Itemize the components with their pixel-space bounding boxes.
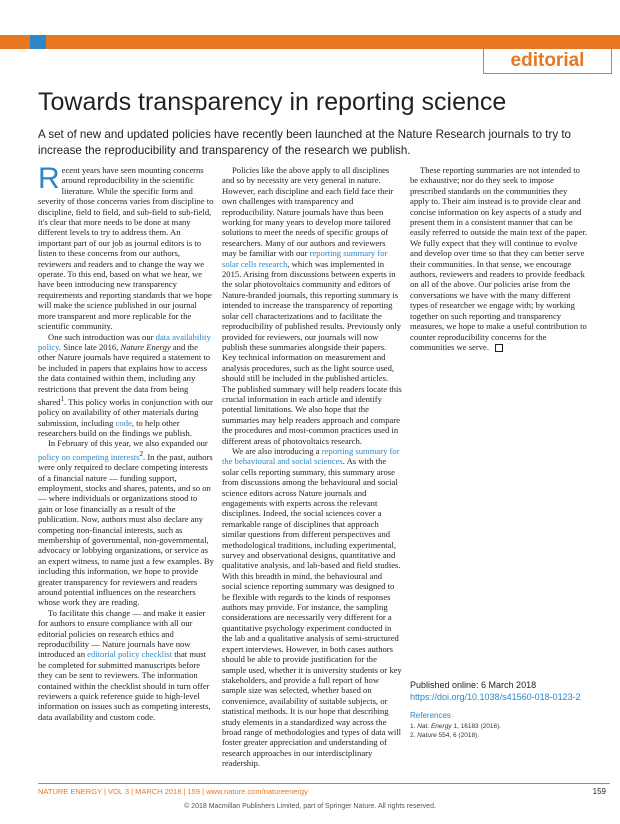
- text-run: . This policy works in conjunction with our policy on availability of other materials during submission, including: [38, 396, 213, 428]
- reference-marker[interactable]: 1: [60, 394, 65, 403]
- reference-number: 2.: [410, 732, 416, 739]
- reference-journal: Nature: [417, 732, 437, 739]
- text-column-2: [222, 165, 402, 769]
- paragraph-1-text: ecent years have seen mounting concerns around reproducibility in the scientific literature. While the specific form and severity of those concerns varies from discipline to discipline, field to field, and sub-field to sub-field, it's clear that more needs to be done at many different levels to try to address them. An important part of our job as journal editors is to listen to these concerns from our authors, reviewers and readers and to change the way we operate. To this end, based on what we hear, we have been introducing new transparency requirements and reporting standards that we hope will make the science published in our journal more transparent and more replicable for the scientific community.: [38, 165, 214, 332]
- text-column-3: [410, 165, 588, 670]
- text-column-1: [38, 162, 214, 740]
- header-accent-bar: [0, 35, 620, 49]
- text-run: and the other Nature journals have required a statement to be included in papers that explains how to access the data contained within them, including any restrictions that prevent the data from being shared: [38, 341, 211, 407]
- article-title: Towards transparency in reporting science: [38, 88, 507, 116]
- code-policy-link[interactable]: code: [115, 417, 132, 428]
- text-run: In February of this year, we also expanded our: [48, 438, 208, 449]
- publication-info: [410, 679, 600, 703]
- paragraph-2: [38, 332, 214, 439]
- end-of-article-icon: [495, 344, 503, 352]
- journal-name: Nature Energy: [120, 341, 171, 352]
- references-heading: References: [410, 711, 451, 720]
- doi-link[interactable]: https://doi.org/10.1038/s41560-018-0123-2: [410, 692, 581, 702]
- paragraph-3: [38, 438, 214, 607]
- copyright-notice: © 2018 Macmillan Publishers Limited, part of Springer Nature. All rights reserved.: [184, 803, 436, 810]
- text-run: These reporting summaries are not intended to be exhaustive; nor do they seek to impose prescribed standards on the communities they apply to. Their aim instead is to provide clear and concise information on key aspects of a study and present them in a consistent manner that can be easily referred to outside the main text of the paper. We fully expect that they will continue to evolve and develop over time so that they can better serve their communities. In that sense, we encourage authors, reviewers and readers to provide feedback on all of the above. Our policies arise from the conversations we have with the many different types of researcher we engage with; by working together on such reporting and transparency measures, we hope to make a useful contribution to counter reproducibility concerns for the communities we serve.: [410, 165, 588, 352]
- paragraph-4: [38, 608, 214, 722]
- paragraph-7: [410, 165, 588, 352]
- paragraph-6: [222, 446, 402, 769]
- paragraph-1: [38, 162, 214, 332]
- text-run: , to help other researchers build on the findings we publish.: [38, 417, 192, 439]
- reference-journal: Nat. Energy: [417, 723, 452, 730]
- solar-cells-reporting-summary-link[interactable]: reporting summary for solar cells research: [222, 248, 388, 269]
- reference-marker[interactable]: 2: [139, 449, 144, 458]
- reference-number: 1.: [410, 723, 416, 730]
- header-accent-block: [30, 35, 46, 49]
- standfirst: A set of new and updated policies have recently been launched at the Nature Research journals to try to increase the reproducibility and transparency of the research we publish.: [38, 128, 572, 157]
- published-date: Published online: 6 March 2018: [410, 680, 537, 690]
- competing-interests-policy-link[interactable]: policy on competing interests: [38, 451, 140, 462]
- text-run: . Since late 2016,: [58, 341, 121, 352]
- text-run: . In the past, authors were only required to declare competing interests of a financial nature — funding support, employment, stocks and shares, patents, and so on — where individuals or organizations stood to gain or lose financially as a result of the publication. Now, authors must also declare any competing non-financial interests, such as membership of governmental, non-governmental, advocacy or lobbying organizations, or service as an expert witness, to name just a few examples. By including this information, we hope to provide greater transparency for reviewers and readers around potential influences on the researchers whose work they are reading.: [38, 451, 214, 608]
- reference-details: 554, 6 (2018).: [436, 732, 480, 739]
- text-run: . As with the solar cells reporting summary, this summary arose from discussions among the behavioural and social science editors across Nature journals and engagements with experts across the relevant disciplines. Indeed, the social sciences cover a remarkable range of disciplines that approach similar questions from different perspectives and methodological traditions, including experimental, survey and observational designs, quantitative and qualitative analysis, and lab-based and field studies. With this breadth in mind, the behavioural and social science reporting summary was designed to be flexible with regards to the kinds of responses authors may provide. For instance, the sampling considerations are necessarily very different for a quantitative psychology experiment conducted in the lab and a qualitative analysis of semi-structured expert interviews. However, in both cases authors should be able to provide justification for the sample used, whether it is university students or key stakeholders, and provide a full report of how sample size was selected, whether based on convenience, availability of suitable subjects, or statistical methods. It is our hope that describing study elements in a standardized way across the broad range of methodologies and types of data will foster greater appreciation and understanding of research approaches in our interdisciplinary readership.: [222, 456, 402, 769]
- footer-divider: [38, 783, 610, 784]
- reference-item: [410, 722, 600, 731]
- section-tag: editorial: [483, 49, 612, 74]
- text-run: , which was implemented in 2015. Arising from discussions between experts in the solar photovoltaics community and editors of Nature-branded journals, this reporting summary is intended to increase the transparency of reporting solar cell characterizations and to facilitate the reproducibility of published results. Previously only provided for reviewers, our journals will now publish these summaries alongside their papers. Key technical information on measurement and analysis procedures, such as the light source used, should still be included in the published articles. The published summary will help readers locate this crucial information in each article and identify potential limitations. We also hope that the summaries may help readers approach and compare the procedures and most-common practices used in different areas of photovoltaics research.: [222, 258, 402, 446]
- text-run: Policies like the above apply to all disciplines and so by necessity are very general in nature. However, each discipline and each field face their own challenges with transparency and reproducibility. Nature journals have thus been working for many years to develop more tailored solutions to meet the needs of specific groups of researchers. Many of our authors and reviewers may be familiar with our: [222, 165, 394, 259]
- behavioural-social-sciences-summary-link[interactable]: reporting summary for the behavioural and social sciences: [222, 445, 400, 467]
- paragraph-5: [222, 165, 402, 446]
- text-run: To facilitate this change — and make it easier for authors to ensure compliance with all our editorial policies on research ethics and reproducibility — Nature journals have now introduced an: [38, 607, 206, 660]
- page-number: 159: [592, 787, 606, 796]
- reference-details: 1, 16183 (2016).: [451, 723, 502, 730]
- text-run: We are also introducing a: [232, 445, 322, 456]
- reference-item: [410, 731, 600, 740]
- footer-journal-line: NATURE ENERGY | VOL 3 | MARCH 2018 | 159 | www.nature.com/natureenergy: [38, 787, 308, 796]
- text-run: that must be completed for submitted manuscripts before they can be sent to reviewers. The information contained within the checklist should in turn offer reviewers a quick reference guide to high-level information on issues such as competing interests, data availability and custom code.: [38, 649, 211, 722]
- editorial-policy-checklist-link[interactable]: editorial policy checklist: [87, 649, 173, 660]
- references: [410, 710, 600, 740]
- drop-cap: R: [38, 162, 60, 195]
- text-run: One such introduction was our: [48, 331, 156, 342]
- data-availability-policy-link[interactable]: data availability policy: [38, 331, 211, 352]
